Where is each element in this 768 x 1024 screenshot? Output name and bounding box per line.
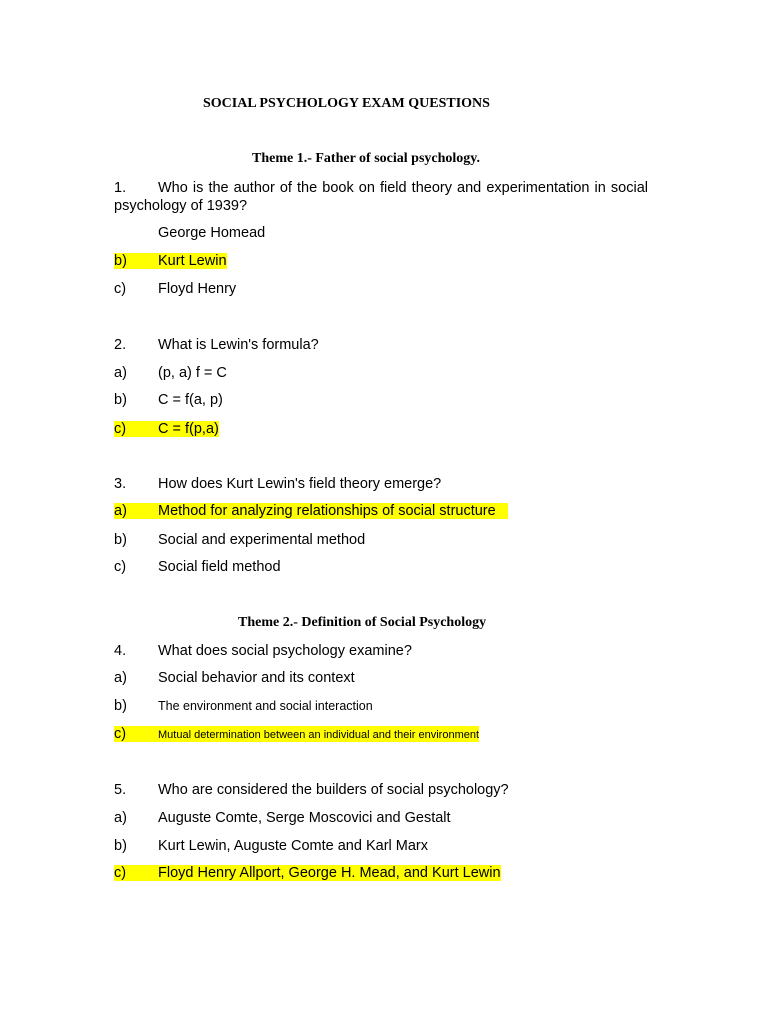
question-text: What is Lewin's formula?: [158, 337, 319, 353]
option-row: [114, 280, 236, 298]
option-text: George Homead: [158, 225, 266, 241]
option-text: Kurt Lewin, Auguste Comte and Karl Marx: [158, 838, 428, 854]
option-marker: c): [114, 281, 127, 297]
option-marker: b): [114, 532, 127, 548]
option-row: [114, 364, 227, 382]
question-text: How does Kurt Lewin's field theory emerge?: [158, 476, 442, 492]
option-text: Floyd Henry: [158, 281, 237, 297]
question-number: 4.: [114, 643, 127, 659]
option-row-highlighted: [114, 420, 219, 438]
option-marker: a): [114, 670, 127, 686]
option-marker: b): [114, 253, 127, 269]
question-3: [114, 475, 441, 493]
option-marker: c): [114, 559, 127, 575]
question-1: [114, 179, 648, 215]
option-text: Method for analyzing relationships of social structure: [158, 503, 496, 519]
option-text: (p, a) f = C: [158, 365, 227, 381]
option-marker: c): [114, 726, 127, 742]
option-text: Social behavior and its context: [158, 670, 355, 686]
option-text: Social field method: [158, 559, 281, 575]
option-row-highlighted: [114, 864, 501, 882]
option-row-highlighted: [114, 252, 227, 270]
option-text: Mutual determination between an individual and their environment: [158, 729, 480, 741]
option-marker: b): [114, 392, 127, 408]
option-text: Floyd Henry Allport, George H. Mead, and Kurt Lewin: [158, 865, 501, 881]
theme-1-heading: Theme 1.- Father of social psychology.: [252, 151, 481, 166]
option-row: [114, 809, 451, 827]
option-text: C = f(p,a): [158, 421, 219, 437]
option-row: [114, 391, 223, 409]
option-marker: a): [114, 365, 127, 381]
option-marker: c): [114, 421, 127, 437]
option-row: [114, 224, 265, 242]
question-text: What does social psychology examine?: [158, 643, 412, 659]
option-row: [114, 837, 428, 855]
option-text: Kurt Lewin: [158, 253, 227, 269]
document-title: SOCIAL PSYCHOLOGY EXAM QUESTIONS: [203, 96, 490, 111]
option-text: The environment and social interaction: [158, 699, 373, 713]
question-number: 1.: [114, 180, 127, 196]
question-text: Who is the author of the book on field theory and experimentation in social psychology of 1939?: [114, 180, 648, 214]
option-marker: a): [114, 503, 127, 519]
question-2: [114, 336, 319, 354]
question-number: 5.: [114, 782, 127, 798]
option-row: [114, 669, 355, 687]
option-text: C = f(a, p): [158, 392, 223, 408]
option-marker: b): [114, 838, 127, 854]
option-marker: a): [114, 810, 127, 826]
question-number: 3.: [114, 476, 127, 492]
option-text: Auguste Comte, Serge Moscovici and Gestalt: [158, 810, 451, 826]
option-text: Social and experimental method: [158, 532, 366, 548]
option-row: [114, 531, 365, 549]
option-row-highlighted: [114, 502, 508, 520]
theme-2-heading: Theme 2.- Definition of Social Psychology: [238, 615, 487, 630]
question-5: [114, 781, 509, 799]
question-number: 2.: [114, 337, 127, 353]
option-row-highlighted: [114, 725, 479, 744]
option-row: [114, 558, 281, 576]
question-4: [114, 642, 412, 660]
option-marker: b): [114, 698, 127, 714]
option-row: [114, 697, 373, 715]
question-text: Who are considered the builders of social psychology?: [158, 782, 509, 798]
option-marker: c): [114, 865, 127, 881]
